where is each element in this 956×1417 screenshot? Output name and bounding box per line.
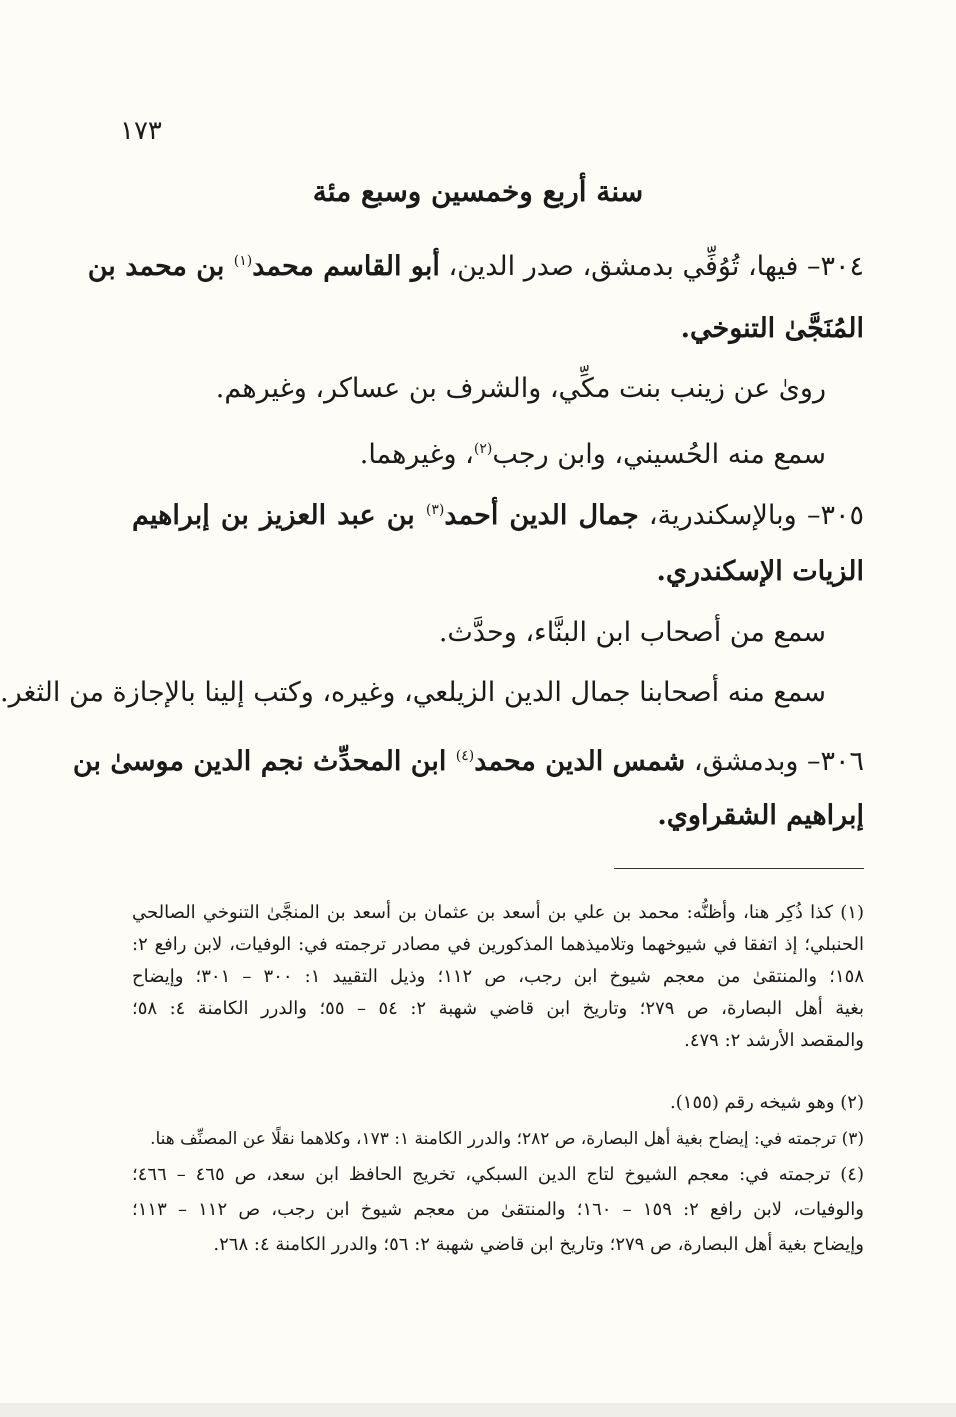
entry-304-heard-end: ، وغيرهما. [359,439,474,470]
entry-305-line-2: الزيات الإسكندري. [656,556,864,587]
entry-305-heard-from: سمع من أصحاب ابن البنَّاء، وحدَّث. [438,617,826,648]
entry-306-line-2: إبراهيم الشقراوي. [657,800,864,831]
footnote-ref-4: (٤) [455,748,475,764]
entry-305-lineage: بن عبد العزيز بن إبراهيم [132,500,426,531]
entry-304-intro: ٣٠٤– فيها، تُوُفِّي بدمشق، صدر الدين، [439,251,864,282]
entry-304-line-2: المُنَجَّىٰ التنوخي. [680,313,864,344]
entry-306-intro: ٣٠٦– وبدمشق، [685,746,864,777]
footnote-1-line-1: (١) كذا ذُكِر هنا، وأظنُّه: محمد بن علي بن أسعد بن عثمان بن أسعد بن المنجَّىٰ التنوخي الصالحي [132,902,864,923]
entry-306-line-1 [72,733,864,785]
footnote-ref-2: (٢) [473,441,493,457]
footnote-ref-1: (١) [233,253,253,269]
footnote-1-line-5: والمقصد الأرشد ٢: ٤٧٩. [684,1030,864,1051]
footnote-4-line-3: وإيضاح بغية أهل البصارة، ص ٢٧٩؛ وتاريخ ابن قاضي شهبة ٢: ٥٦؛ والدرر الكامنة ٤: ٢٦٨. [213,1234,864,1255]
footnote-3: (٣) ترجمته في: إيضاح بغية أهل البصارة، ص ٢٨٢؛ والدرر الكامنة ١: ١٧٣، وكلاهما نقلًا عن المصنِّف هنا. [150,1129,864,1149]
entry-304-line-1 [87,238,864,290]
entry-306-lineage: ابن المحدِّث نجم الدين موسىٰ بن [72,746,456,777]
page-number: ١٧٣ [120,116,162,146]
footnote-1-line-2: الحنبلي؛ إذ اتفقا في شيوخهما وتلاميذهما المذكورين في مصادر ترجمته في: الوفيات، لابن رافع ٢: [132,934,864,955]
year-heading: سنة أربع وخمسين وسبع مئة [312,175,644,208]
footnote-4-line-1: (٤) ترجمته في: معجم الشيوخ لتاج الدين السبكي، تخريج الحافظ ابن سعد، ص ٤٦٥ – ٤٦٦؛ [132,1164,864,1185]
entry-304-lineage: بن محمد بن [87,251,234,282]
page-bottom-edge [0,1403,956,1417]
entry-304-heard-text: سمع منه الحُسيني، وابن رجب [492,439,826,470]
entry-305-heard-by: سمع منه أصحابنا جمال الدين الزيلعي، وغيره، وكتب إلينا بالإجازة من الثغر. [0,677,826,708]
footnote-1-line-4: بغية أهل البصارة، ص ٢٧٩؛ وتاريخ ابن قاضي شهبة ٢: ٥٤ – ٥٥؛ والدرر الكامنة ٤: ٥٨؛ [132,998,864,1019]
footnote-separator [614,868,864,869]
entry-304-heard [360,426,826,478]
footnote-4-line-2: والوفيات، لابن رافع ٢: ١٥٩ – ١٦٠؛ والمنتقىٰ من معجم شيوخ ابن رجب، ص ١١٢ – ١١٣؛ [132,1199,864,1220]
footnote-ref-3: (٣) [425,502,445,518]
entry-304-name: أبو القاسم محمد [252,251,440,282]
footnote-1-line-3: ١٥٨؛ والمنتقىٰ من معجم شيوخ ابن رجب، ص ١١٢؛ وذيل التقييد ١: ٣٠٠ – ٣٠١؛ وإيضاح [132,966,864,987]
entry-304-narrated: رویٰ عن زينب بنت مكِّي، والشرف بن عساكر، وغيرهم. [215,373,826,404]
footnote-2: (٢) وهو شيخه رقم (١٥٥). [670,1092,864,1113]
entry-305-line-1 [132,487,864,539]
entry-305-name: جمال الدين أحمد [444,500,639,531]
entry-305-intro: ٣٠٥– وبالإسكندرية، [638,500,864,531]
entry-306-name: شمس الدين محمد [474,746,686,777]
